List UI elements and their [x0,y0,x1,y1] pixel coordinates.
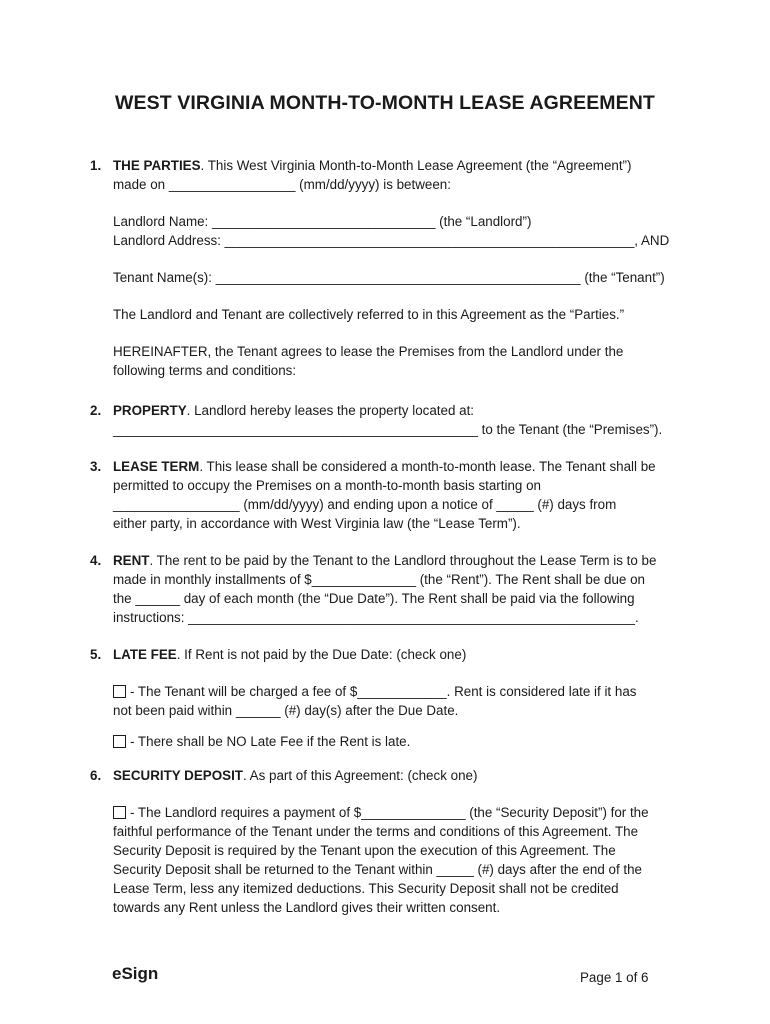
landlord-address-field[interactable]: Landlord Address: _______________________________________________________, AND [113,233,670,248]
section-heading: LEASE TERM [113,459,200,474]
agreement-date-field[interactable]: made on _________________ (mm/dd/yyyy) is between: [113,177,451,192]
security-deposit-checkbox[interactable] [113,806,126,819]
late-fee-option-text: - The Tenant will be charged a fee of $____________. Rent is considered late if it has [130,684,637,699]
tenant-names-field[interactable]: Tenant Name(s): _________________________________________________ (the “Tenant”) [113,270,665,285]
section-lease-term [90,457,690,533]
document-title: WEST VIRGINIA MONTH-TO-MONTH LEASE AGREEMENT [115,92,655,114]
section-text: towards any Rent unless the Landlord gives their written consent. [113,900,501,915]
page-number: Page 1 of 6 [580,970,649,985]
section-rent [90,551,690,627]
no-late-fee-option-text: - There shall be NO Late Fee if the Rent is late. [130,734,411,749]
section-heading: LATE FEE [113,647,177,662]
section-text: . As part of this Agreement: (check one) [242,768,478,783]
section-late-fee [90,645,690,751]
security-deposit-amount-field[interactable]: - The Landlord requires a payment of $______________ (the “Security Deposit”) for the [130,805,649,820]
section-property [90,401,690,439]
section-text: faithful performance of the Tenant under the terms and conditions of this Agreement. The [113,824,639,839]
rent-instructions-field[interactable]: instructions: ____________________________________________________________. [113,610,639,625]
section-number: 3. [90,459,102,474]
rent-amount-field[interactable]: made in monthly installments of $______________ (the “Rent”). The Rent shall be due on [113,572,645,587]
section-number: 5. [90,647,102,662]
esign-logo: eSign [112,964,159,983]
section-parties [90,156,690,380]
landlord-name-field[interactable]: Landlord Name: ______________________________ (the “Landlord”) [113,214,532,229]
parties-collective-text: The Landlord and Tenant are collectively referred to in this Agreement as the “Parties.” [113,307,625,322]
section-heading: SECURITY DEPOSIT [113,768,243,783]
late-fee-days-field[interactable]: not been paid within ______ (#) day(s) after the Due Date. [113,703,459,718]
hereinafter-text: following terms and conditions: [113,363,297,378]
section-number: 2. [90,403,102,418]
section-text: . This lease shall be considered a month-to-month lease. The Tenant shall be [199,459,656,474]
section-text: Security Deposit is required by the Tenant upon the execution of this Agreement. The [113,843,616,858]
lease-start-date-field[interactable]: _________________ (mm/dd/yyyy) and ending upon a notice of _____ (#) days from [113,497,617,512]
property-address-field[interactable]: _________________________________________________ to the Tenant (the “Premises”). [113,422,663,437]
section-text: . Landlord hereby leases the property located at: [186,403,475,418]
section-text: Lease Term, less any itemized deductions. This Security Deposit shall not be credited [113,881,619,896]
section-text: permitted to occupy the Premises on a month-to-month basis starting on [113,478,541,493]
late-fee-charged-checkbox[interactable] [113,685,126,698]
section-number: 1. [90,158,102,173]
hereinafter-text: HEREINAFTER, the Tenant agrees to lease the Premises from the Landlord under the [113,344,624,359]
rent-due-day-field[interactable]: the ______ day of each month (the “Due Date”). The Rent shall be paid via the following [113,591,635,606]
no-late-fee-checkbox[interactable] [113,735,126,748]
section-heading: THE PARTIES [113,158,201,173]
section-security-deposit [90,766,690,917]
section-text: either party, in accordance with West Virginia law (the “Lease Term”). [113,516,521,531]
section-heading: RENT [113,553,150,568]
section-text: . If Rent is not paid by the Due Date: (check one) [176,647,467,662]
section-text: . The rent to be paid by the Tenant to the Landlord throughout the Lease Term is to be [149,553,657,568]
section-heading: PROPERTY [113,403,187,418]
section-text: . This West Virginia Month-to-Month Lease Agreement (the “Agreement”) [200,158,632,173]
deposit-return-days-field[interactable]: Security Deposit shall be returned to the Tenant within _____ (#) days after the end of the [113,862,643,877]
section-number: 6. [90,768,102,783]
section-number: 4. [90,553,102,568]
